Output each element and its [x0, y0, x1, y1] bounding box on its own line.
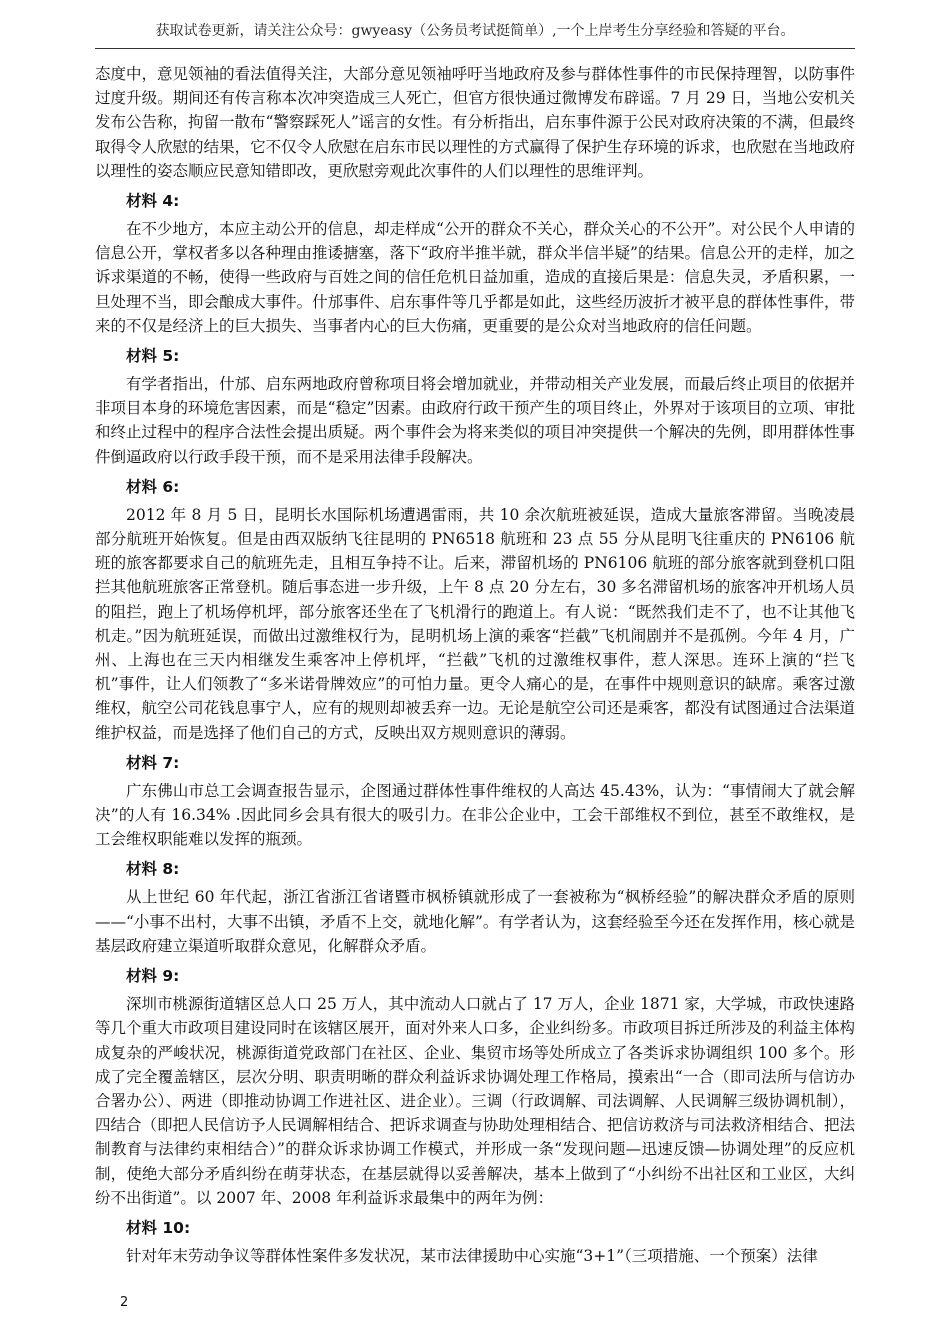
material-7-text: 广东佛山市总工会调查报告显示，企图通过群体性事件维权的人高达 45.43%，认为：“事情闹大了就会解决”的人有 16.34% .因此同乡会具有很大的吸引力。在非公企业中，工会干部维权不到位，甚至不敢维权，是工会维权职能难以发挥的瓶颈。: [95, 781, 855, 849]
material-9-heading: 材料 9:: [126, 967, 180, 986]
material-4-text: 在不少地方，本应主动公开的信息，却走样成“公开的群众不关心，群众关心的不公开”。对公民个人申请的信息公开，掌权者多以各种理由推诿搪塞，落下“政府半推半就，群众半信半疑”的结果。信息公开的走样，加之诉求渠道的不畅，使得一些政府与百姓之间的信任危机日益加重，造成的直接后果是：信息失灵，矛盾积累，一旦处理不当，即会酿成大事件。什邡事件、启东事件等几乎都是如此，这些经历波折才被平息的群体性事件，带来的不仅是经济上的巨大损失、当事者内心的巨大伤痛，更重要的是公众对当地政府的信任问题。: [95, 220, 855, 335]
material-7-heading: 材料 7:: [126, 753, 180, 772]
material-4-heading: 材料 4:: [126, 192, 180, 211]
header-divider: [95, 48, 855, 49]
material-5-heading: 材料 5:: [126, 347, 180, 366]
paragraph-continued: 态度中，意见领袖的看法值得关注，大部分意见领袖呼吁当地政府及参与群体性事件的市民保持理智，以防事件过度升级。期间还有传言称本次冲突造成三人死亡，但官方很快通过微博发布辟谣。7 月 29 日，当地公安机关发布公告称，拘留一散布“警察踩死人”谣言的女性。有分析指出，启东事件源于公民对政府决策的不满，但最终取得令人欣慰的结果，它不仅令人欣慰在启东市民以理性的方式赢得了保护生存环境的诉求，也欣慰在当地政府以理性的姿态顺应民意知错即改，更欣慰旁观此次事件的人们以理性的思维评判。: [95, 65, 855, 180]
page-header: 获取试卷更新，请关注公众号：gwyeasy（公务员考试挺简单）,一个上岸考生分享经验和答疑的平台。: [155, 23, 795, 39]
page-number: 2: [120, 1295, 129, 1310]
material-6-text: 2012 年 8 月 5 日，昆明长水国际机场遭遇雷雨，共 10 余次航班被延误，造成大量旅客滞留。当晚凌晨部分航班开始恢复。但是由西双版纳飞往昆明的 PN6518 航班和 23 点 55 分从昆明飞往重庆的 PN6106 航班的旅客都要求自己的航班先走，且相互争持不让。后来，滞留机场的 PN6106 航班的部分旅客就到登机口阻拦其他航班旅客正常登机。随后事态进一步升级，上午 8 点 20 分左右，30 多名滞留机场的旅客冲开机场人员的阻拦，跑上了机场停机坪，部分旅客还坐在了飞机滑行的跑道上。有人说：“既然我们走不了，也不让其他飞机走。”因为航班延误，而做出过激维权行为，昆明机场上演的乘客“拦截”飞机闹剧并不是孤例。今年 4 月，广州、上海也在三天内相继发生乘客冲上停机坪，“拦截”飞机的过激维权事件，惹人深思。连环上演的“拦飞机”事件，让人们领教了“多米诺骨牌效应”的可怕力量。更令人痛心的是，在事件中规则意识的缺席。乘客过激维权，航空公司花钱息事宁人，应有的规则却被丢弃一边。无论是航空公司还是乘客，都没有试图通过合法渠道维护权益，而是选择了他们自己的方式，反映出双方规则意识的薄弱。: [95, 505, 855, 742]
material-10-text: 针对年末劳动争议等群体性案件多发状况，某市法律援助中心实施“3+1”（三项措施、一个预案）法律: [126, 1246, 818, 1265]
material-10-heading: 材料 10:: [126, 1218, 191, 1237]
material-5-text: 有学者指出，什邡、启东两地政府曾称项目将会增加就业，并带动相关产业发展，而最后终止项目的依据并非项目本身的环境危害因素，而是“稳定”因素。由政府行政干预产生的项目终止，外界对于该项目的立项、审批和终止过程中的程序合法性会提出质疑。两个事件会为将来类似的项目冲突提供一个解决的先例，即用群体性事件倒逼政府以行政手段干预，而不是采用法律手段解决。: [95, 375, 855, 466]
material-8-heading: 材料 8:: [126, 860, 180, 879]
material-6-heading: 材料 6:: [126, 477, 180, 496]
material-8-text: 从上世纪 60 年代起，浙江省浙江省诸暨市枫桥镇就形成了一套被称为“枫桥经验”的解决群众矛盾的原则——“小事不出村，大事不出镇，矛盾不上交，就地化解”。有学者认为，这套经验至今还在发挥作用，核心就是基层政府建立渠道听取群众意见，化解群众矛盾。: [95, 888, 855, 955]
material-9-text: 深圳市桃源街道辖区总人口 25 万人，其中流动人口就占了 17 万人，企业 1871 家，大学城，市政快速路等几个重大市政项目建设同时在该辖区展开，面对外来人口多，企业纠纷多。市政项目拆迁所涉及的利益主体构成复杂的严峻状况，桃源街道党政部门在社区、企业、集贸市场等处所成立了各类诉求协调组织 100 多个。形成了完全覆盖辖区，层次分明、职责明晰的群众利益诉求协调处理工作格局，摸索出“一合（即司法所与信访办合署办公）、两进（即推动协调工作进社区、进企业）。三调（行政调解、司法调解、人民调解三级协调机制），四结合（即把人民信访予人民调解相结合、把诉求调查与协助处理相结合、把信访救济与司法救济相结合、把法制教育与法律约束相结合）”的群众诉求协调工作模式，并形成一条“发现问题—迅速反馈—协调处理”的反应机制，使绝大部分矛盾纠纷在萌芽状态，在基层就得以妥善解决，基本上做到了“小纠纷不出社区和工业区，大纠纷不出街道”。以 2007 年、2008 年利益诉求最集中的两年为例：: [95, 995, 855, 1207]
document-body: [95, 62, 855, 1268]
